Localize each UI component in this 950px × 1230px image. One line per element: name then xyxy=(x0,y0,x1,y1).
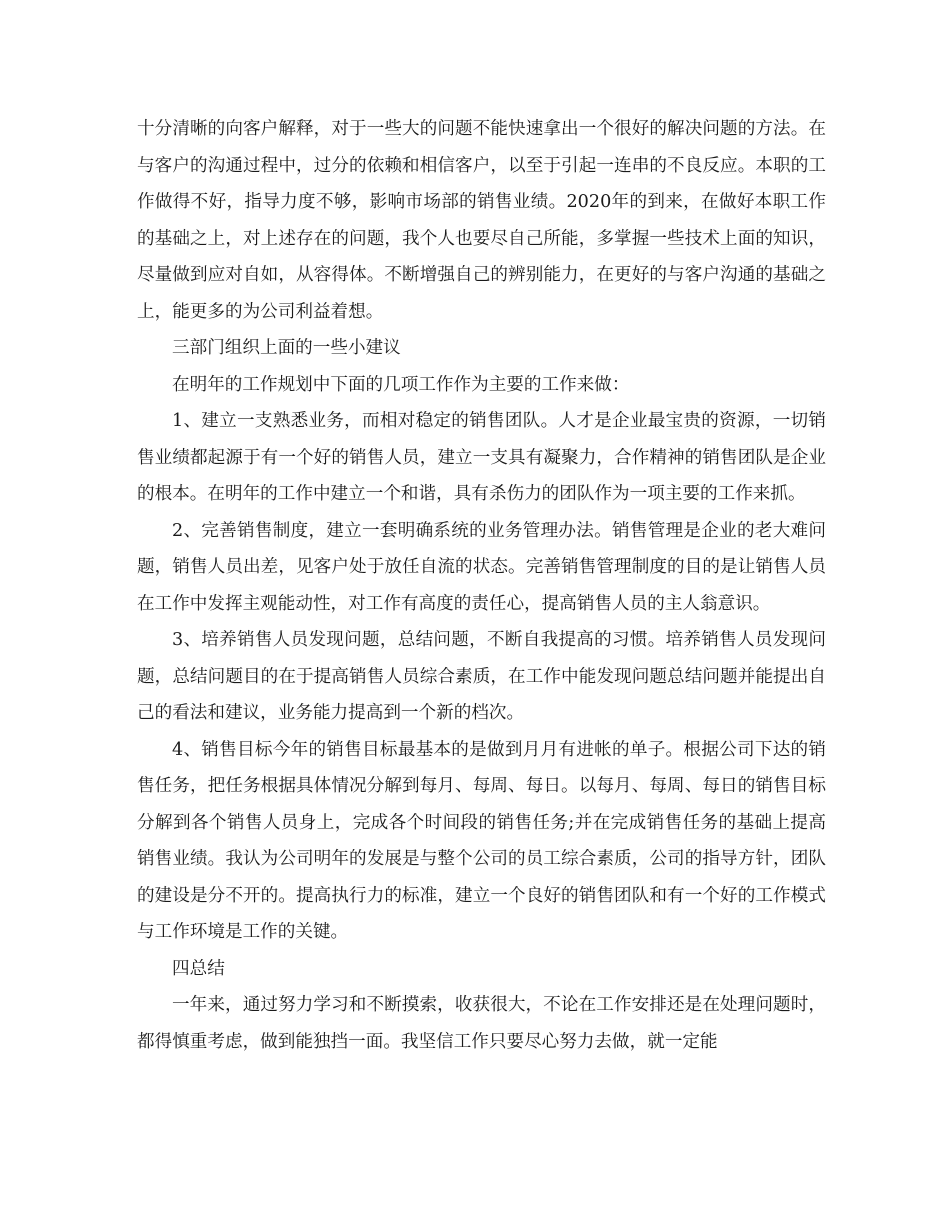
section-heading-suggestions: 三部门组织上面的一些小建议 xyxy=(172,338,401,358)
paragraph-summary: 一年来，通过努力学习和不断摸索，收获很大，不论在工作安排还是在处理问题时，都得慎重考虑，做到能独挡一面。我坚信工作只要尽心努力去做，就一定能 xyxy=(137,995,826,1052)
paragraph-item-1: 1、建立一支熟悉业务，而相对稳定的销售团队。人才是企业最宝贵的资源，一切销售业绩都起源于有一个好的销售人员，建立一支具有凝聚力，合作精神的销售团队是企业的根本。在明年的工作中建立一个和谐，具有杀伤力的团队作为一项主要的工作来抓。 xyxy=(137,411,826,504)
paragraph-item-4: 4、销售目标今年的销售目标最基本的是做到月月有进帐的单子。根据公司下达的销售任务，把任务根据具体情况分解到每月、每周、每日。以每月、每周、每日的销售目标分解到各个销售人员身上，完成各个时间段的销售任务;并在完成销售任务的基础上提高销售业绩。我认为公司明年的发展是与整个公司的员工综合素质，公司的指导方针，团队的建设是分不开的。提高执行力的标准，建立一个良好的销售团队和有一个好的工作模式与工作环境是工作的关键。 xyxy=(137,739,826,942)
paragraph-continuation: 十分清晰的向客户解释，对于一些大的问题不能快速拿出一个很好的解决问题的方法。在与客户的沟通过程中，过分的依赖和相信客户，以至于引起一连串的不良反应。本职的工作做得不好，指导力度不够，影响市场部的销售业绩。2020年的到来，在做好本职工作的基础之上，对上述存在的问题，我个人也要尽自己所能，多掌握一些技术上面的知识，尽量做到应对自如，从容得体。不断增强自己的辨别能力，在更好的与客户沟通的基础之上，能更多的为公司利益着想。 xyxy=(137,119,826,322)
paragraph-plan-intro: 在明年的工作规划中下面的几项工作作为主要的工作来做： xyxy=(172,374,630,395)
paragraph-item-3: 3、培养销售人员发现问题，总结问题，不断自我提高的习惯。培养销售人员发现问题，总结问题目的在于提高销售人员综合素质，在工作中能发现问题总结问题并能提出自己的看法和建议，业务能力提高到一个新的档次。 xyxy=(137,630,826,723)
paragraph-item-2: 2、完善销售制度，建立一套明确系统的业务管理办法。销售管理是企业的老大难问题，销售人员出差，见客户处于放任自流的状态。完善销售管理制度的目的是让销售人员在工作中发挥主观能动性，对工作有高度的责任心，提高销售人员的主人翁意识。 xyxy=(137,520,826,614)
section-heading-summary: 四总结 xyxy=(172,958,225,979)
